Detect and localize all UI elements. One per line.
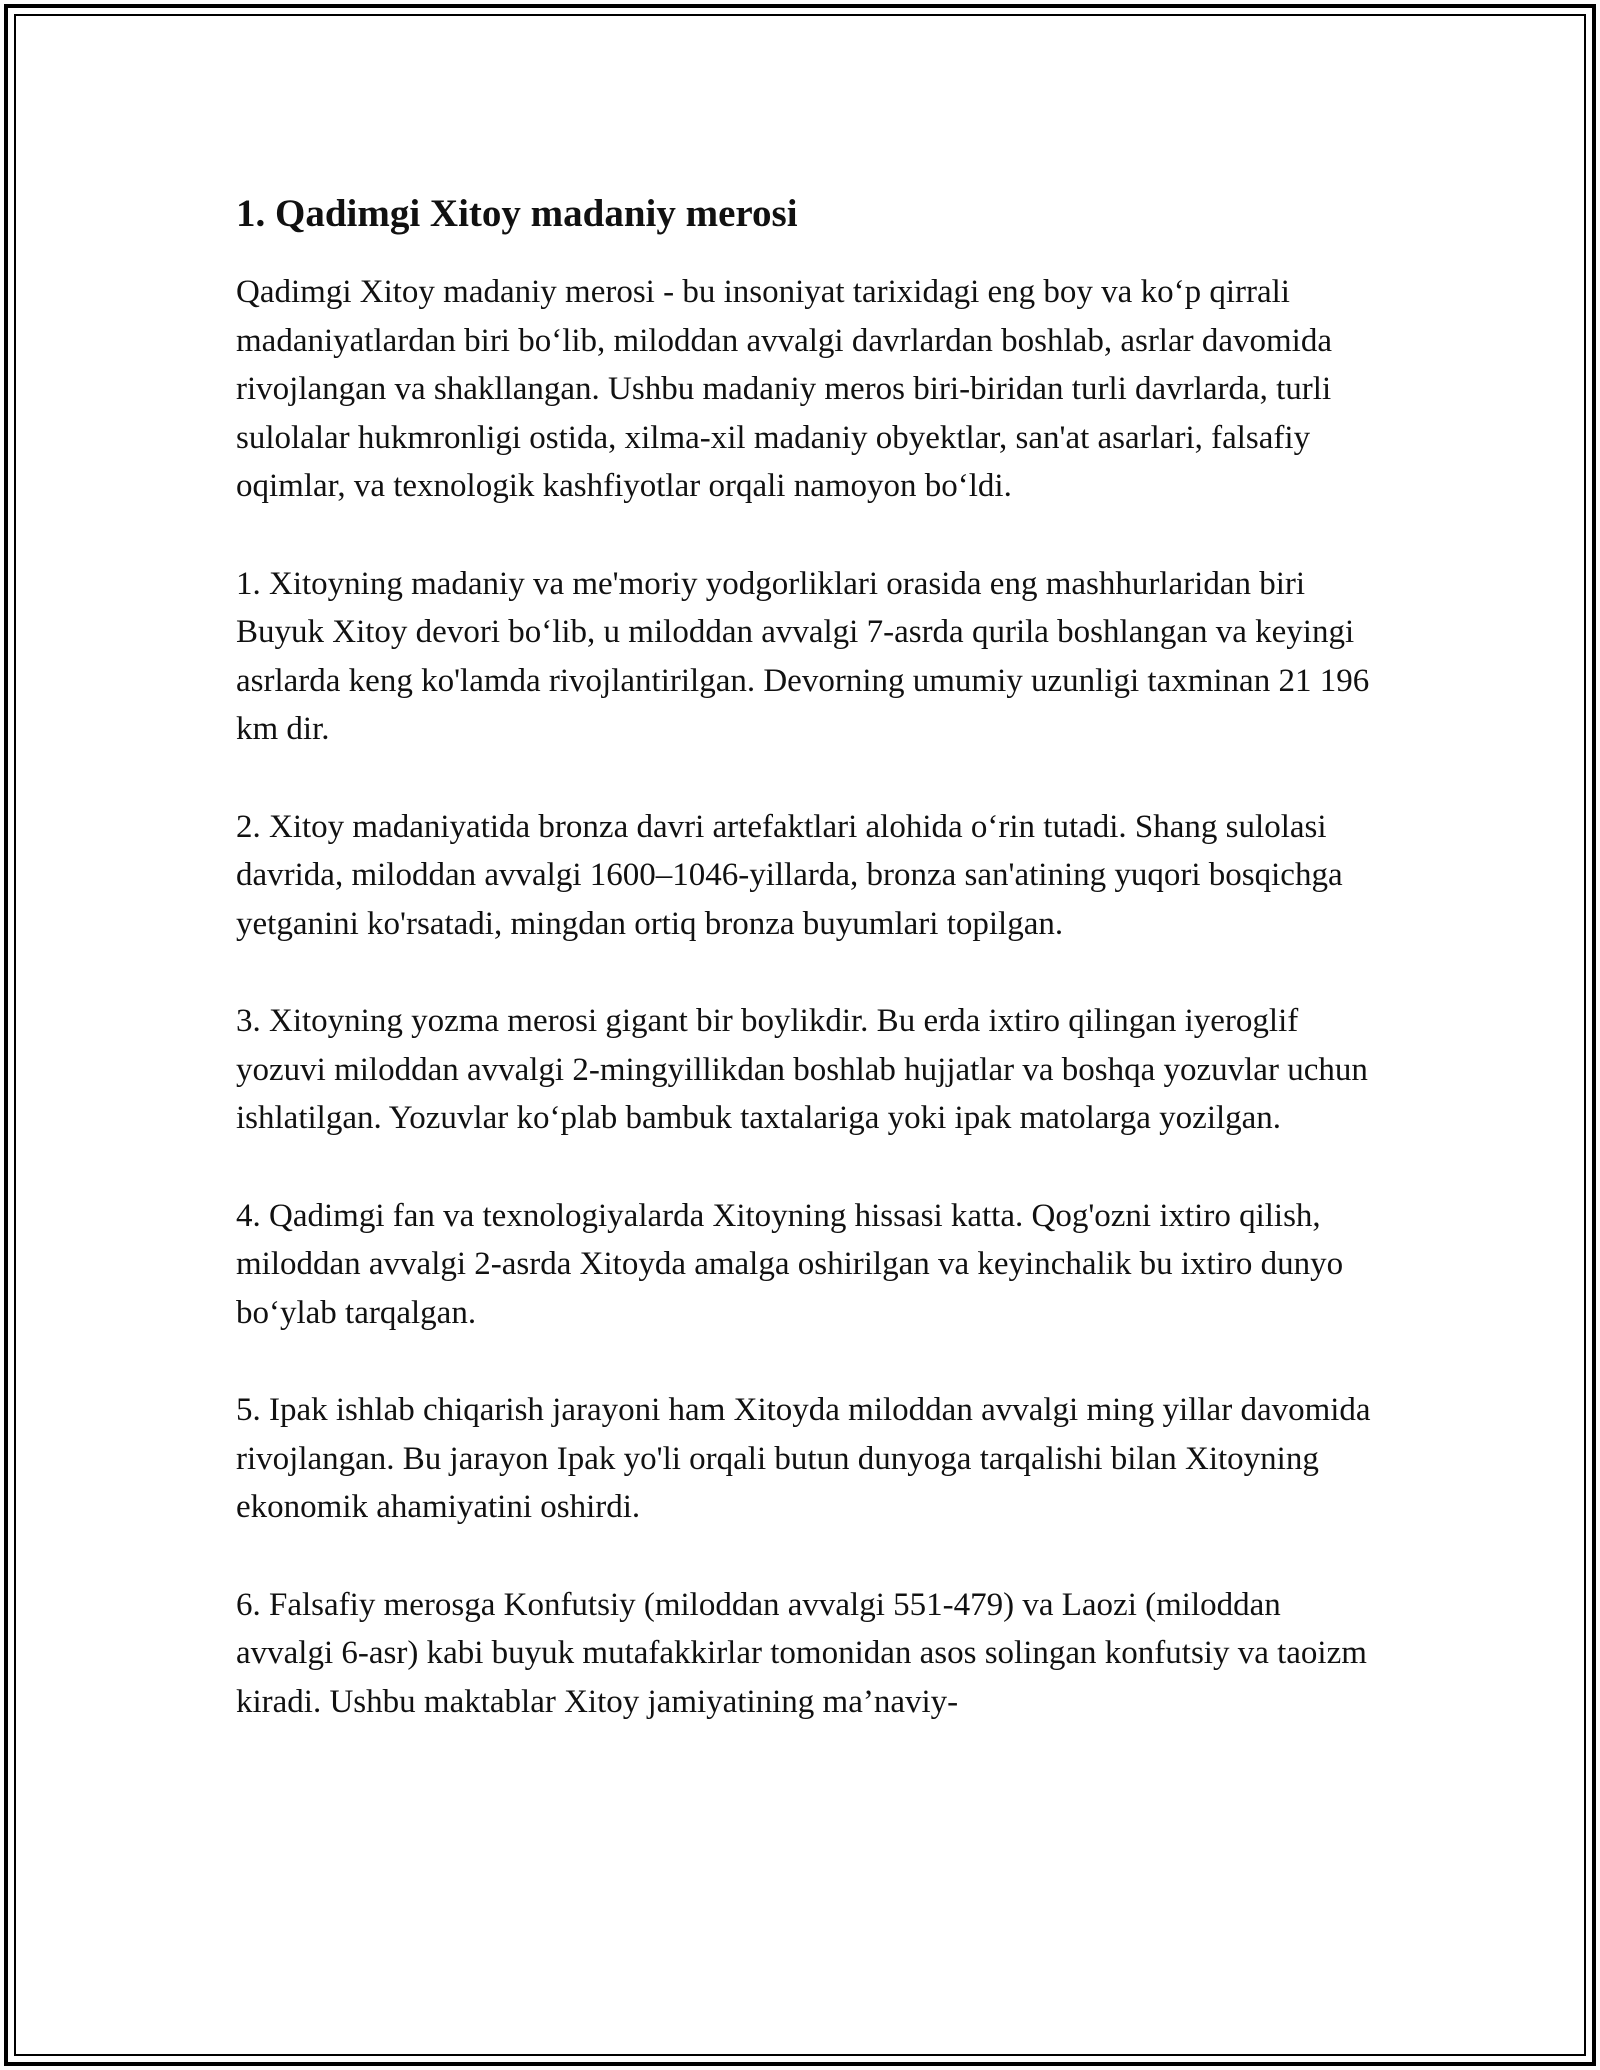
paragraph-silk-production: 5. Ipak ishlab chiqarish jarayoni ham Xitoyda miloddan avvalgi ming yillar davomida rivojlangan. Bu jarayon Ipak yo'li orqali butun dunyoga tarqalishi bilan Xitoyning ekonomik ahamiyatini oshirdi. [236,1392,1371,1525]
section-heading: 1. Qadimgi Xitoy madaniy merosi [236,192,798,235]
intro-paragraph: Qadimgi Xitoy madaniy merosi - bu insoniyat tarixidagi eng boy va ko‘p qirrali madaniyatlardan biri bo‘lib, miloddan avvalgi davrlardan boshlab, asrlar davomida rivojlangan va shakllangan. Ushbu madaniy meros biri-biridan turli davrlarda, turli sulolalar hukmronligi ostida, xilma-xil madaniy obyektlar, san'at asarlari, falsafiy oqimlar, va texnologik kashfiyotlar orqali namoyon bo‘ldi. [236,274,1332,504]
paragraph-written-heritage: 3. Xitoyning yozma merosi gigant bir boylikdir. Bu erda ixtiro qilingan iyeroglif yozuvi miloddan avvalgi 2-mingyillikdan boshlab hujjatlar va boshqa yozuvlar uchun ishlatilgan. Yozuvlar ko‘plab bambuk taxtalariga yoki ipak matolarga yozilgan. [236,1003,1368,1136]
paragraph-science-technology: 4. Qadimgi fan va texnologiyalarda Xitoyning hissasi katta. Qog'ozni ixtiro qilish, miloddan avvalgi 2-asrda Xitoyda amalga oshirilgan va keyinchalik bu ixtiro dunyo bo‘ylab tarqalgan. [236,1197,1344,1331]
paragraph-bronze-age: 2. Xitoy madaniyatida bronza davri artefaktlari alohida o‘rin tutadi. Shang sulolasi davrida, miloddan avvalgi 1600–1046-yillarda, bronza san'atining yuqori bosqichga yetganini ko'rsatadi, mingdan ortiq bronza buyumlari topilgan. [236,808,1343,942]
paragraph-philosophy: 6. Falsafiy merosga Konfutsiy (miloddan avvalgi 551-479) va Laozi (miloddan avvalgi 6-asr) kabi buyuk mutafakkirlar tomonidan asos solingan konfutsiy va taoizm kiradi. Ushbu maktablar Xitoy jamiyatining ma’naviy- [236,1586,1367,1720]
paragraph-great-wall: 1. Xitoyning madaniy va me'moriy yodgorliklari orasida eng mashhurlaridan biri Buyuk Xitoy devori bo‘lib, u miloddan avvalgi 7-asrda qurila boshlangan va keyingi asrlarda keng ko'lamda rivojlantirilgan. Devorning umumiy uzunligi taxminan 21 196 km dir. [236,565,1370,747]
document-body [236,188,1376,1775]
